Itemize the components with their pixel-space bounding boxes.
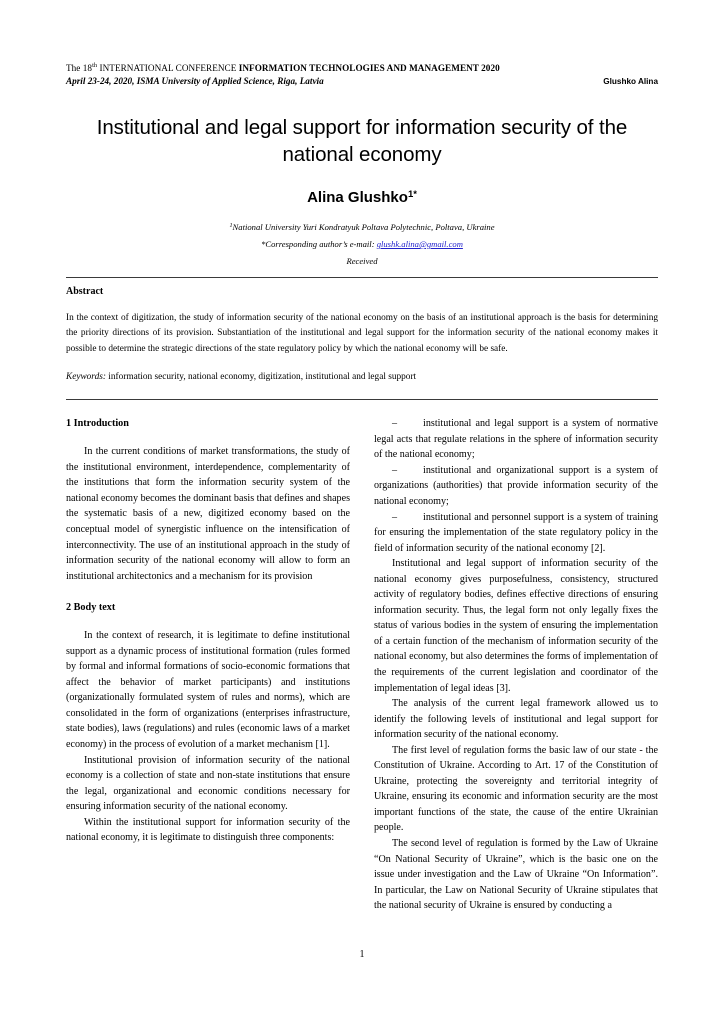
running-head-date-venue: April 23-24, 2020, ISMA University of Applied Science, Riga, Latvia	[66, 76, 324, 86]
section-heading-introduction: 1 Introduction	[66, 418, 129, 430]
keywords-value: information security, national economy, digitization, institutional and legal support	[105, 372, 417, 383]
running-head-prefix: The 18	[66, 63, 93, 73]
keywords-line	[66, 370, 658, 385]
paragraph: The first level of regulation forms the basic law of our state - the Constitution of Ukraine. According to Art. 17 of the Constitution of Ukraine, protecting the sovereignty and territorial integrity of Ukraine, ensuring its economic and information security are the most important functions of the state, the cause of the entire Ukrainian people.	[374, 744, 658, 834]
paragraph: Institutional provision of information security of the national economy is a collection of state and non-state institutions that ensure the legal, organizational and economic conditions necessary for ensuring information security of the national economy.	[66, 754, 350, 813]
list-item	[374, 510, 658, 557]
list-item	[374, 416, 658, 463]
author-affiliation-marker: 1*	[407, 189, 417, 200]
paragraph: In the context of research, it is legitimate to define institutional support as a dynamic process of institutional formation (rules formed by formal and informal formations of socio-economic formations that affect the behavior of market participants) and institutions (organizationally formulated system of rules and norms), which are consolidated in the form of organizations (enterprises infrastructure, state bodies), laws (regulations) and rules (economic laws of a market economy) in the process of evolution of a market mechanism [1].	[66, 630, 350, 750]
affiliation-text: National University Yuri Kondratyuk Poltava Polytechnic, Poltava, Ukraine	[232, 222, 495, 232]
list-item-dash: –	[392, 418, 398, 430]
list-item	[374, 463, 658, 510]
abstract-body: In the context of digitization, the study of information security of the national economy on the basis of an institutional approach is the basis for determining the priority directions of its provision. Substantiation of the institutional and legal support for the information security of the national economy makes it possible to determine the strategic directions of the state regulatory policy by which the national economy will be safe.	[66, 313, 658, 354]
received-label: Received	[346, 256, 378, 266]
page-number: 1	[359, 949, 365, 960]
list-item-text: institutional and personnel support is a system of training for ensuring the implementation of the state regulatory policy in the field of information security of the national economy [2].	[374, 511, 658, 554]
author-name: Alina Glushko	[307, 189, 408, 206]
list-item-dash: –	[392, 464, 398, 476]
author-byline	[66, 185, 658, 208]
running-head-conference-line	[66, 60, 658, 74]
affiliation-marker: 1	[229, 222, 233, 229]
running-head-author: Glushko Alina	[603, 77, 658, 86]
running-head-ordinal-suffix: th	[92, 62, 98, 69]
body-columns	[66, 416, 658, 914]
page-title: Institutional and legal support for information security of the national economy	[96, 116, 628, 166]
running-head-conference-label: INTERNATIONAL CONFERENCE	[97, 63, 239, 73]
author-affiliation	[66, 219, 658, 234]
left-column	[66, 416, 350, 914]
paragraph: The second level of regulation is formed by the Law of Ukraine “On National Security of Ukraine”, which is the basic one on the issue under investigation and the Law of Ukraine “On Information”. In particular, the Law on National Security of Ukraine stipulates that the national security of Ukraine is ensured by conducting a	[374, 837, 658, 912]
list-item-text: institutional and organizational support is a system of organizations (authorities) that provide information security of the national economy;	[374, 464, 658, 507]
list-item-dash: –	[392, 511, 398, 523]
list-item-text: institutional and legal support is a system of normative legal acts that regulate relations in the sphere of information security of the national economy;	[374, 418, 658, 461]
running-head	[66, 60, 658, 88]
corresponding-author-email-link[interactable]: glushk.alina@gmail.com	[376, 239, 463, 249]
section-heading-body-text: 2 Body text	[66, 602, 116, 614]
corresponding-author-label: *Corresponding author’s e-mail:	[261, 239, 377, 249]
page-content	[66, 60, 658, 914]
running-head-second-line	[66, 75, 658, 88]
paragraph: Institutional and legal support of information security of the national economy gives purposefulness, consistency, structured activity of regulatory bodies, defines effective directions of ensuring information security. Thus, the legal form not only legally fixes the status of various bodies in the system of ensuring the implementation of a certain function of the mechanism of information security of the national economy, but also determines the forms of implementation of the requirements of the current legislation and coordinator of the implementation of legal ideas [3].	[374, 558, 658, 694]
paragraph: The analysis of the current legal framework allowed us to identify the following levels of institutional and legal support for information security of the national economy.	[374, 698, 658, 741]
right-column	[374, 416, 658, 914]
keywords-label: Keywords:	[66, 372, 106, 383]
paragraph: Within the institutional support for information security of the national economy, it is legitimate to distinguish three components:	[66, 816, 350, 844]
abstract-heading: Abstract	[66, 286, 104, 297]
running-head-conference-name: INFORMATION TECHNOLOGIES AND MANAGEMENT 2020	[238, 63, 500, 73]
paragraph: In the current conditions of market transformations, the study of the institutional environment, interdependence, complementarity of the institutions that form the information security system of the national economy becomes the dominant basis that defines and shapes the systematic basis of a new, digitized economy based on the conceptual model of synergistic influence on the intensification of interconnectivity. The use of an institutional approach in the study of information security of the national economy will allow to form an institutional architectonics and a mechanism for its provision	[66, 446, 350, 582]
abstract-bottom-divider	[66, 399, 658, 400]
abstract-top-divider	[66, 277, 658, 278]
corresponding-author-line	[66, 237, 658, 251]
